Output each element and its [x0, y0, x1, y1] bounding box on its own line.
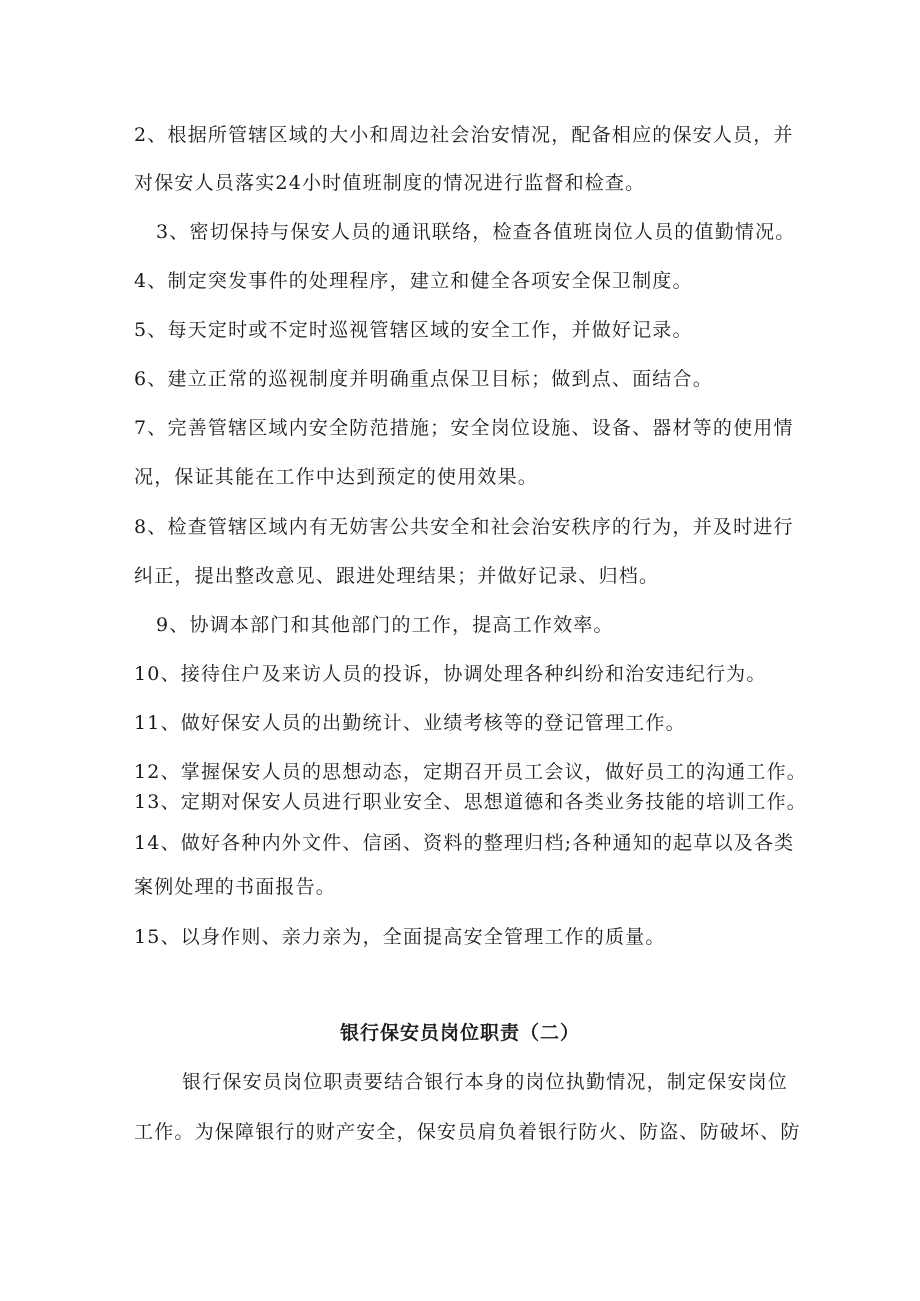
section-title: 银行保安员岗位职责（二）: [339, 1022, 580, 1044]
item-7-line-2: 况，保证其能在工作中达到预定的使用效果。: [134, 466, 539, 488]
item-14-line-1: 14、做好各种内外文件、信函、资料的整理归档;各种通知的起草以及各类: [134, 832, 795, 854]
item-6: 6、建立正常的巡视制度并明确重点保卫目标；做到点、面结合。: [134, 368, 713, 390]
item-13: 13、定期对保安人员进行职业安全、思想道德和各类业务技能的培训工作。: [134, 791, 807, 813]
item-9: 9、协调本部门和其他部门的工作，提高工作效率。: [156, 614, 614, 636]
item-5: 5、每天定时或不定时巡视管辖区域的安全工作，并做好记录。: [134, 319, 693, 341]
item-2-line-1: 2、根据所管辖区域的大小和周边社会治安情况，配备相应的保安人员，并: [134, 124, 794, 146]
item-2-line-2: 对保安人员落实24小时值班制度的情况进行监督和检查。: [134, 172, 646, 194]
item-11: 11、做好保安人员的出勤统计、业绩考核等的登记管理工作。: [134, 712, 686, 734]
item-8-line-2: 纠正，提出整改意见、跟进处理结果；并做好记录、归档。: [134, 565, 660, 587]
item-10: 10、接待住户及来访人员的投诉，协调处理各种纠纷和治安违纪行为。: [134, 663, 767, 685]
paragraph-line-2: 工作。为保障银行的财产安全，保安员肩负着银行防火、防盗、防破坏、防: [134, 1121, 801, 1143]
item-7-line-1: 7、完善管辖区域内安全防范措施；安全岗位设施、设备、器材等的使用情: [134, 417, 794, 439]
item-14-line-2: 案例处理的书面报告。: [134, 876, 337, 898]
item-4: 4、制定突发事件的处理程序，建立和健全各项安全保卫制度。: [134, 270, 693, 292]
item-15: 15、以身作则、亲力亲为，全面提高安全管理工作的质量。: [134, 926, 666, 948]
paragraph-line-1: 银行保安员岗位职责要结合银行本身的岗位执勤情况，制定保安岗位: [182, 1071, 789, 1093]
item-8-line-1: 8、检查管辖区域内有无妨害公共安全和社会治安秩序的行为，并及时进行: [134, 516, 794, 538]
item-3: 3、密切保持与保安人员的通讯联络，检查各值班岗位人员的值勤情况。: [156, 221, 796, 243]
item-12: 12、掌握保安人员的思想动态，定期召开员工会议，做好员工的沟通工作。: [134, 761, 807, 783]
